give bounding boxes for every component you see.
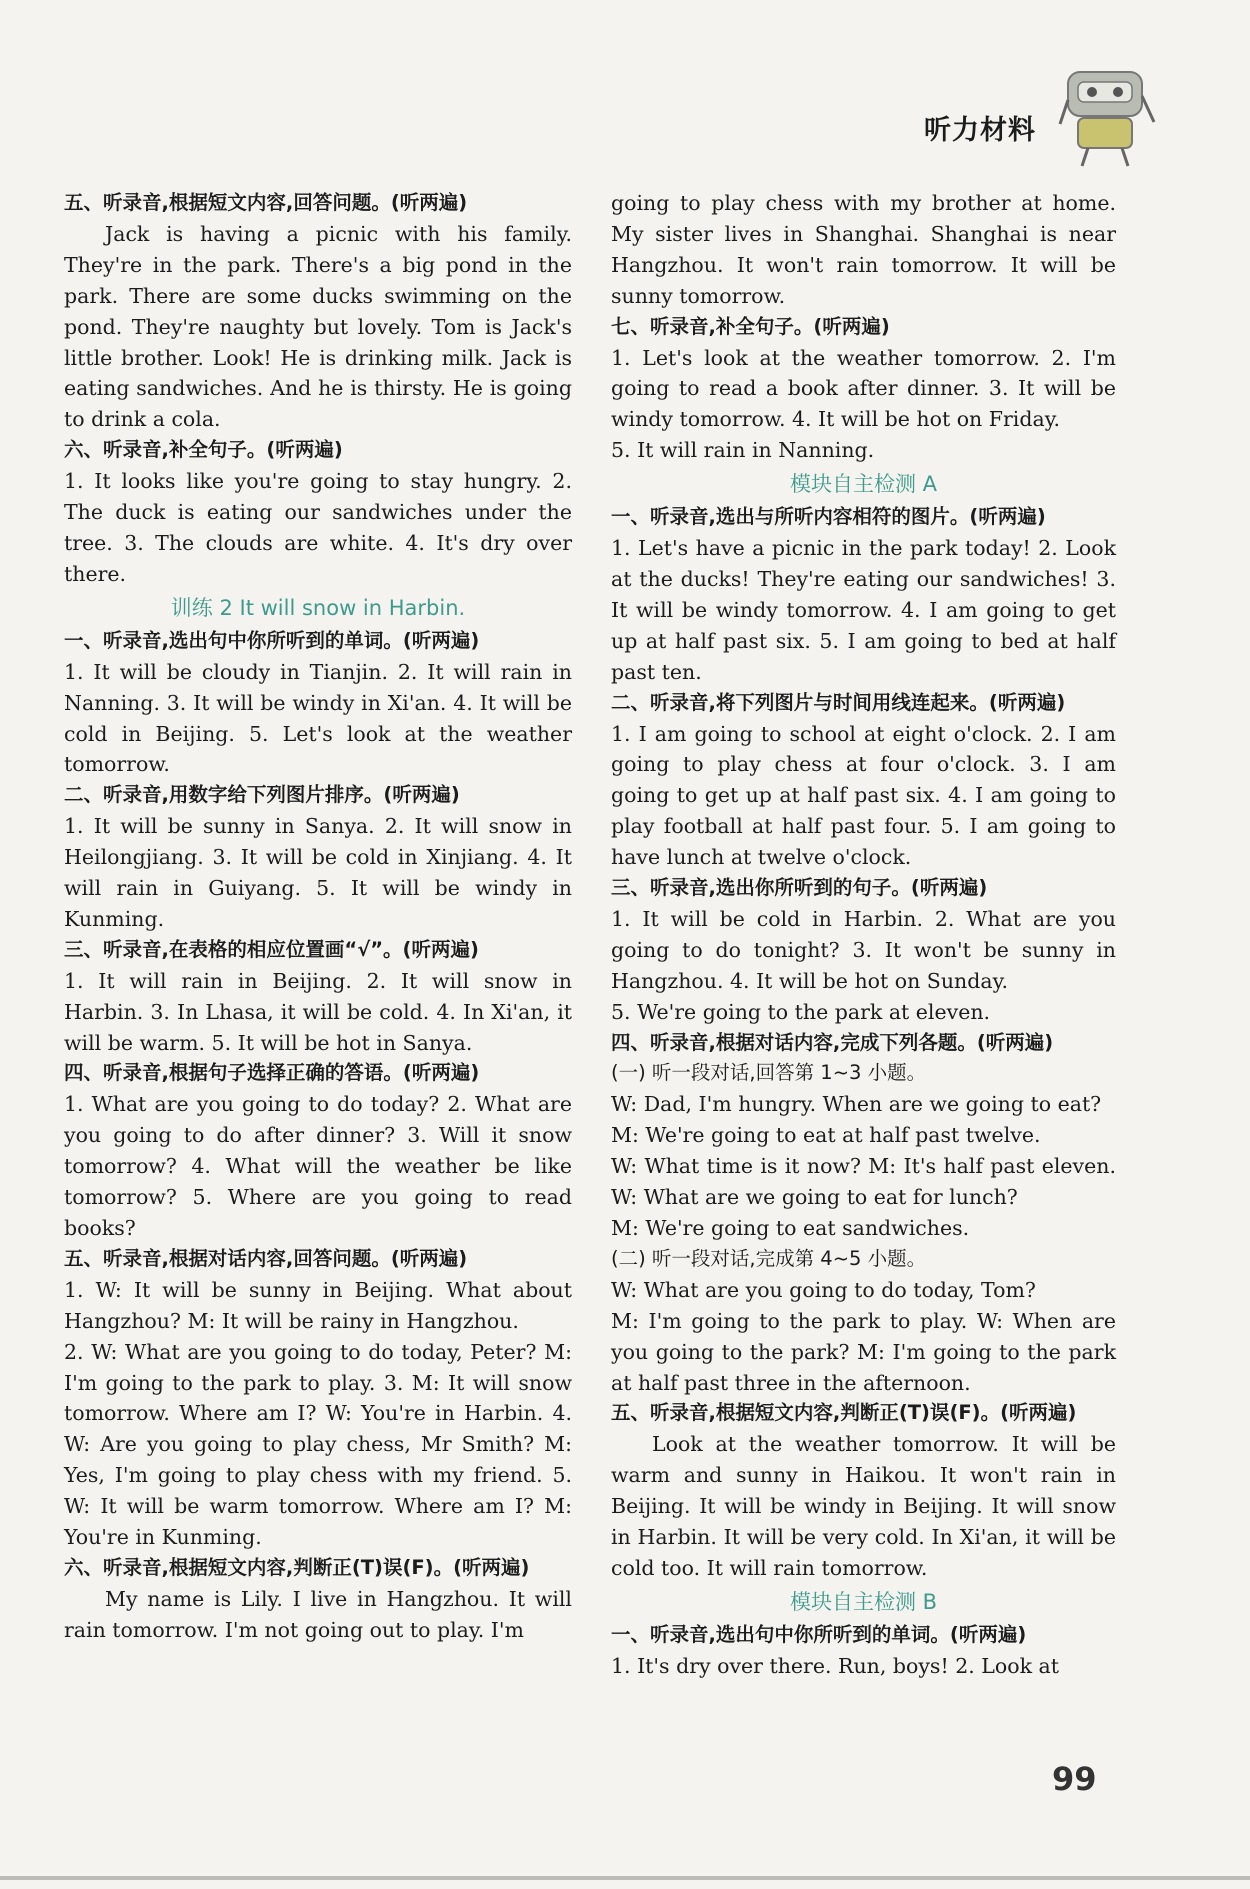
paragraph: Look at the weather tomorrow. It will be warm and sunny in Haikou. It won't rain in Beijing. It will be windy in Beijing. It will snow in Harbin. It will be very cold. In Xi'an, it will be cold too. It will rain tomorrow. [611, 1432, 1116, 1580]
section-heading: 二、听录音,将下列图片与时间用线连起来。(听两遍) [611, 690, 1066, 714]
text-line: 1. It looks like you're going to stay hungry. 2. The duck is eating our sandwiches under the tree. 3. The clouds are white. 4. It's dry over there. [64, 469, 572, 586]
section-heading: 六、听录音,根据短文内容,判断正(T)误(F)。(听两遍) [64, 1555, 530, 1579]
text-line: going to play chess with my brother at home. My sister lives in Shanghai. Shanghai is near Hangzhou. It won't rain tomorrow. It will be sunny tomorrow. [611, 191, 1116, 308]
text-line: 1. Let's have a picnic in the park today! 2. Look at the ducks! They're eating our sandwiches! 3. It will be windy tomorrow. 4. I am going to get up at half past six. 5. I am going to bed at half past ten. [611, 536, 1116, 684]
section-heading: 五、听录音,根据短文内容,回答问题。(听两遍) [64, 191, 468, 214]
text-line: 1. It will rain in Beijing. 2. It will snow in Harbin. 3. In Lhasa, it will be cold. 4. In Xi'an, it will be warm. 5. It will be hot in Sanya. [64, 968, 572, 1055]
text-line: 1. It will be cloudy in Tianjin. 2. It will rain in Nanning. 3. It will be windy in Xi'an. 4. It will be cold in Beijing. 5. Let's look at the weather tomorrow. [64, 659, 572, 777]
text-line: M: We're going to eat sandwiches. [611, 1216, 970, 1240]
paragraph: My name is Lily. I live in Hangzhou. It will rain tomorrow. I'm not going out to play. I'm [64, 1586, 572, 1642]
text-line: 5. We're going to the park at eleven. [611, 999, 991, 1024]
text-line: 2. W: What are you going to do today, Peter? M: I'm going to the park to play. 3. M: It will snow tomorrow. Where am I? W: You're in Harbin. 4. W: Are you going to play chess, Mr Smith? M: Yes, I'm going to play chess with my friend. 5. W: It will be warm tomorrow. Where am I? M: You're in Kunming. [64, 1339, 572, 1550]
right-text-column [611, 188, 1116, 1682]
page-number: 99 [1052, 1760, 1097, 1798]
sub-heading: (二) 听一段对话,完成第 4~5 小题。 [611, 1246, 927, 1270]
robot-mascot-icon [1058, 60, 1158, 170]
text-line: 5. It will rain in Nanning. [611, 438, 875, 463]
text-line: M: I'm going to the park to play. W: When are you going to the park? M: I'm going to the park at half past three in the afternoon. [611, 1308, 1116, 1395]
text-line: 1. Let's look at the weather tomorrow. 2. I'm going to read a book after dinner. 3. It will be windy tomorrow. 4. It will be hot on Friday. [611, 345, 1116, 432]
unit-title: 模块自主检测 A [789, 472, 938, 497]
text-line: 1. What are you going to do today? 2. What are you going to do after dinner? 3. Will it snow tomorrow? 4. What will the weather be like tomorrow? 5. Where are you going to read books? [64, 1092, 572, 1240]
page-header-title: 听力材料 [924, 115, 1036, 146]
text-line: 1. It will be sunny in Sanya. 2. It will snow in Heilongjiang. 3. It will be cold in Xinjiang. 4. It will rain in Guiyang. 5. It will be windy in Kunming. [64, 814, 572, 931]
left-text-column [64, 188, 572, 1646]
unit-title: 训练 2 It will snow in Harbin. [170, 595, 466, 620]
section-heading: 一、听录音,选出与所听内容相符的图片。(听两遍) [611, 505, 1046, 529]
paragraph: Jack is having a picnic with his family. They're in the park. There's a big pond in the park. There are some ducks swimming on the pond. They're naughty but lovely. Tom is Jack's little brother. Look! He is drinking milk. Jack is eating sandwiches. And he is thirsty. He is going to drink a cola. [64, 221, 572, 432]
section-heading: 四、听录音,根据对话内容,完成下列各题。(听两遍) [611, 1030, 1054, 1054]
bottom-rule [0, 1876, 1250, 1880]
section-heading: 六、听录音,补全句子。(听两遍) [64, 438, 343, 462]
text-line: W: Dad, I'm hungry. When are we going to eat? [611, 1092, 1102, 1117]
section-heading: 七、听录音,补全句子。(听两遍) [611, 314, 890, 338]
section-heading: 五、听录音,根据短文内容,判断正(T)误(F)。(听两遍) [611, 1401, 1077, 1425]
sub-heading: (一) 听一段对话,回答第 1~3 小题。 [611, 1061, 927, 1085]
text-line: W: What are you going to do today, Tom? [611, 1277, 1036, 1302]
section-heading: 五、听录音,根据对话内容,回答问题。(听两遍) [64, 1246, 468, 1270]
section-heading: 三、听录音,在表格的相应位置画“√”。(听两遍) [64, 937, 479, 961]
text-line: 1. I am going to school at eight o'clock. 2. I am going to play chess at four o'clock. 3. I am going to get up at half past six. 4. I am going to play football at half past four. 5. I am going to have lunch at twelve o'clock. [611, 721, 1116, 870]
unit-title: 模块自主检测 B [789, 1589, 938, 1614]
section-heading: 二、听录音,用数字给下列图片排序。(听两遍) [64, 783, 460, 807]
text-line: M: We're going to eat at half past twelve. [611, 1123, 1041, 1148]
text-line: 1. It's dry over there. Run, boys! 2. Look at [611, 1653, 1059, 1678]
section-heading: 三、听录音,选出你所听到的句子。(听两遍) [611, 876, 988, 900]
section-heading: 一、听录音,选出句中你所听到的单词。(听两遍) [64, 628, 480, 652]
text-line: 1. It will be cold in Harbin. 2. What are you going to do tonight? 3. It won't be sunny in Hangzhou. 4. It will be hot on Sunday. [611, 906, 1116, 993]
section-heading: 一、听录音,选出句中你所听到的单词。(听两遍) [611, 1622, 1027, 1646]
text-line: W: What time is it now? M: It's half past eleven. W: What are we going to eat for lunch? [611, 1154, 1116, 1210]
text-line: 1. W: It will be sunny in Beijing. What about Hangzhou? M: It will be rainy in Hangzhou. [64, 1277, 572, 1333]
section-heading: 四、听录音,根据句子选择正确的答语。(听两遍) [64, 1061, 480, 1085]
